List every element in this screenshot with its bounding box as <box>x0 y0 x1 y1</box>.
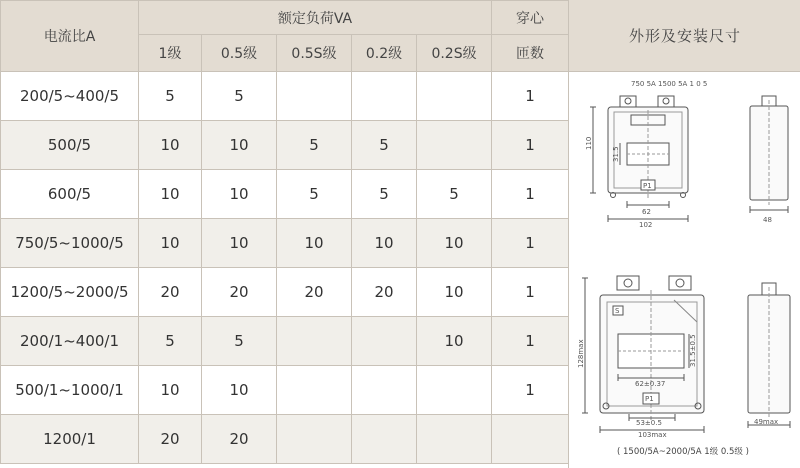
ratio-cell: 200/1~400/1 <box>1 317 139 366</box>
top-front-view <box>585 80 707 229</box>
turns-cell: 1 <box>492 219 569 268</box>
burden-cell: 20 <box>202 415 277 464</box>
burden-cell: 10 <box>139 219 202 268</box>
table-row <box>1 72 569 121</box>
ratio-cell: 1200/1 <box>1 415 139 464</box>
top-dim-width: 102 <box>639 221 653 229</box>
ratio-cell: 500/1~1000/1 <box>1 366 139 415</box>
ratio-cell: 750/5~1000/5 <box>1 219 139 268</box>
turns-cell: 1 <box>492 121 569 170</box>
burden-cell: 10 <box>277 219 352 268</box>
header-class-05s: 0.5S级 <box>277 35 352 72</box>
header-class-1: 1级 <box>139 35 202 72</box>
drawing-title: 外形及安装尺寸 <box>569 0 800 72</box>
header-turns: 匝数 <box>492 35 569 72</box>
burden-cell: 5 <box>277 121 352 170</box>
burden-cell <box>277 415 352 464</box>
top-side-view <box>750 96 788 224</box>
burden-cell: 5 <box>417 170 492 219</box>
burden-cell: 10 <box>352 219 417 268</box>
burden-cell: 10 <box>139 366 202 415</box>
burden-cell: 10 <box>202 219 277 268</box>
turns-cell: 1 <box>492 72 569 121</box>
top-dim-height: 110 <box>585 136 593 150</box>
bottom-side-view <box>748 283 790 428</box>
bottom-dim-height: 128max <box>577 339 585 368</box>
bottom-plate-s: S <box>615 307 620 315</box>
burden-cell <box>277 317 352 366</box>
top-dim-depth: 48 <box>763 216 772 224</box>
burden-cell <box>352 72 417 121</box>
burden-cell: 10 <box>417 317 492 366</box>
burden-cell: 20 <box>352 268 417 317</box>
burden-cell <box>277 366 352 415</box>
table-row <box>1 415 569 464</box>
burden-cell: 5 <box>277 170 352 219</box>
bottom-plate-label: P1 <box>645 395 654 403</box>
turns-cell <box>492 415 569 464</box>
burden-cell: 5 <box>352 170 417 219</box>
ratio-cell: 600/5 <box>1 170 139 219</box>
header-pass: 穿心 <box>492 1 569 35</box>
header-class-02s: 0.2S级 <box>417 35 492 72</box>
top-model-label: 750 5A 1500 5A 1 0 5 <box>631 80 708 88</box>
burden-cell: 20 <box>277 268 352 317</box>
turns-cell: 1 <box>492 268 569 317</box>
burden-cell: 20 <box>202 268 277 317</box>
table-row <box>1 366 569 415</box>
burden-cell: 10 <box>139 170 202 219</box>
burden-cell: 5 <box>139 317 202 366</box>
bottom-dim-depth: 49max <box>754 418 779 426</box>
header-class-02: 0.2级 <box>352 35 417 72</box>
burden-cell <box>417 72 492 121</box>
top-dim-window-width: 62 <box>642 208 651 216</box>
burden-cell <box>277 72 352 121</box>
table-row <box>1 219 569 268</box>
burden-cell: 10 <box>139 121 202 170</box>
burden-cell: 10 <box>202 121 277 170</box>
burden-cell <box>352 415 417 464</box>
burden-cell: 10 <box>202 366 277 415</box>
header-class-05: 0.5级 <box>202 35 277 72</box>
burden-cell <box>417 121 492 170</box>
turns-cell: 1 <box>492 317 569 366</box>
burden-cell: 5 <box>352 121 417 170</box>
burden-cell <box>417 366 492 415</box>
table-row <box>1 317 569 366</box>
dimension-drawing <box>569 0 800 468</box>
table-row <box>1 121 569 170</box>
turns-cell: 1 <box>492 170 569 219</box>
bottom-front-view <box>577 276 704 439</box>
bottom-dim-hole-spacing: 53±0.5 <box>636 419 662 427</box>
table-row <box>1 170 569 219</box>
header-burden: 额定负荷VA <box>139 1 492 35</box>
top-plate-label: P1 <box>643 182 652 190</box>
burden-cell: 20 <box>139 415 202 464</box>
top-dim-window-height: 31.5 <box>612 146 620 162</box>
burden-cell: 5 <box>202 317 277 366</box>
table-row <box>1 268 569 317</box>
drawing-panel <box>568 0 800 468</box>
burden-cell: 5 <box>139 72 202 121</box>
burden-cell: 10 <box>417 219 492 268</box>
ratio-cell: 200/5~400/5 <box>1 72 139 121</box>
bottom-dim-window-height: 31.5±0.5 <box>689 334 697 367</box>
burden-cell: 20 <box>139 268 202 317</box>
burden-cell: 10 <box>202 170 277 219</box>
bottom-caption: ( 1500/5A~2000/5A 1级 0.5级 ) <box>617 447 749 457</box>
burden-cell: 5 <box>202 72 277 121</box>
burden-cell <box>352 366 417 415</box>
header-ratio: 电流比A <box>1 1 139 72</box>
bottom-dim-window-width: 62±0.37 <box>635 380 666 388</box>
turns-cell: 1 <box>492 366 569 415</box>
burden-cell <box>352 317 417 366</box>
burden-cell <box>417 415 492 464</box>
ratio-cell: 500/5 <box>1 121 139 170</box>
bottom-dim-width: 103max <box>638 431 667 439</box>
burden-cell: 10 <box>417 268 492 317</box>
ratio-cell: 1200/5~2000/5 <box>1 268 139 317</box>
